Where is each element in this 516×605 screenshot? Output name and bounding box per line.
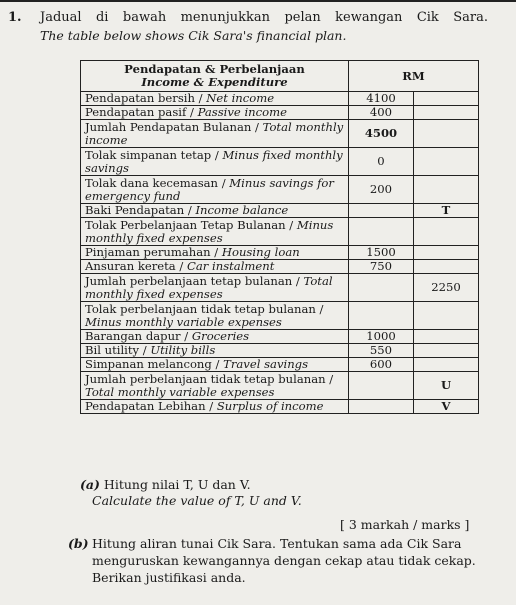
- table-row: [81, 92, 479, 106]
- part-a-malay: Hitung nilai T, U dan V.: [103, 477, 251, 492]
- row-value: [349, 302, 414, 330]
- row-value: [349, 274, 414, 302]
- table-row: [81, 372, 479, 400]
- marks-allocation: [ 3 markah / marks ]: [340, 517, 470, 532]
- top-rule: [0, 0, 516, 2]
- row-total: [414, 176, 479, 204]
- row-total: [414, 106, 479, 120]
- row-total: [414, 246, 479, 260]
- row-label: Baki Pendapatan / Income balance: [81, 204, 349, 218]
- table-row: [81, 260, 479, 274]
- part-a-question: [80, 477, 251, 492]
- table-header-row: [81, 61, 479, 92]
- table-row: [81, 344, 479, 358]
- row-value: [349, 400, 414, 414]
- intro-word: menunjukkan: [180, 10, 271, 25]
- intro-word: Sara.: [453, 10, 488, 25]
- row-label: Jumlah perbelanjaan tetap bulanan / Total monthly fixed expenses: [81, 274, 349, 302]
- part-b-question: [70, 535, 500, 586]
- row-value: 200: [349, 176, 414, 204]
- row-label: Ansuran kereta / Car instalment: [81, 260, 349, 274]
- intro-word: di: [95, 10, 109, 25]
- row-total: [414, 120, 479, 148]
- intro-word: pelan: [284, 10, 321, 25]
- row-value: 550: [349, 344, 414, 358]
- row-label: Bil utility / Utility bills: [81, 344, 349, 358]
- table-row: [81, 274, 479, 302]
- row-total: [414, 344, 479, 358]
- part-b-text: Hitung aliran tunai Cik Sara. Tentukan sama ada Cik Sara menguruskan kewangannya dengan cekap atau tidak cekap. Berikan justifikasi anda.: [92, 536, 476, 585]
- intro-word: Jadual: [40, 10, 82, 25]
- table-row: [81, 218, 479, 246]
- table-row: [81, 246, 479, 260]
- question-intro-english: The table below shows Cik Sara's financial plan.: [40, 28, 347, 43]
- row-value: 600: [349, 358, 414, 372]
- row-label: Tolak simpanan tetap / Minus fixed monthly savings: [81, 148, 349, 176]
- row-label: Tolak Perbelanjaan Tetap Bulanan / Minus monthly fixed expenses: [81, 218, 349, 246]
- row-total: 2250: [414, 274, 479, 302]
- part-a-label: (a): [80, 477, 100, 492]
- row-value: 4500: [349, 120, 414, 148]
- intro-word: kewangan: [335, 10, 403, 25]
- table-row: [81, 204, 479, 218]
- row-label: Simpanan melancong / Travel savings: [81, 358, 349, 372]
- row-value: 1000: [349, 330, 414, 344]
- header-rm: RM: [349, 61, 479, 92]
- row-total: [414, 330, 479, 344]
- row-value: 1500: [349, 246, 414, 260]
- row-total: [414, 92, 479, 106]
- table-row: [81, 148, 479, 176]
- row-label: Tolak dana kecemasan / Minus savings for emergency fund: [81, 176, 349, 204]
- row-label: Jumlah perbelanjaan tidak tetap bulanan / Total monthly variable expenses: [81, 372, 349, 400]
- row-value: [349, 204, 414, 218]
- header-malay: Pendapatan & Perbelanjaan: [124, 62, 305, 76]
- row-total: [414, 302, 479, 330]
- table-row: [81, 120, 479, 148]
- row-value: 400: [349, 106, 414, 120]
- table-row: [81, 330, 479, 344]
- part-a-english: Calculate the value of T, U and V.: [92, 493, 302, 508]
- row-total: T: [414, 204, 479, 218]
- row-value: 4100: [349, 92, 414, 106]
- row-value: 0: [349, 148, 414, 176]
- row-label: Pendapatan Lebihan / Surplus of income: [81, 400, 349, 414]
- question-intro-malay: [40, 10, 488, 25]
- table-row: [81, 358, 479, 372]
- header-english: Income & Expenditure: [141, 75, 288, 89]
- row-label: Barangan dapur / Groceries: [81, 330, 349, 344]
- intro-word: Cik: [416, 10, 439, 25]
- row-value: 750: [349, 260, 414, 274]
- table-row: [81, 400, 479, 414]
- part-b-label: (b): [68, 536, 89, 551]
- financial-plan-table: [80, 60, 479, 414]
- table-row: [81, 106, 479, 120]
- question-number: 1.: [8, 10, 22, 25]
- row-label: Pendapatan pasif / Passive income: [81, 106, 349, 120]
- row-label: Pendapatan bersih / Net income: [81, 92, 349, 106]
- row-total: [414, 148, 479, 176]
- row-total: U: [414, 372, 479, 400]
- row-label: Pinjaman perumahan / Housing loan: [81, 246, 349, 260]
- intro-word: bawah: [122, 10, 167, 25]
- row-value: [349, 372, 414, 400]
- header-income-expenditure: [81, 61, 349, 92]
- row-label: Jumlah Pendapatan Bulanan / Total monthly income: [81, 120, 349, 148]
- table-row: [81, 302, 479, 330]
- row-value: [349, 218, 414, 246]
- row-total: V: [414, 400, 479, 414]
- table-row: [81, 176, 479, 204]
- row-total: [414, 260, 479, 274]
- row-label: Tolak perbelanjaan tidak tetap bulanan / Minus monthly variable expenses: [81, 302, 349, 330]
- row-total: [414, 358, 479, 372]
- row-total: [414, 218, 479, 246]
